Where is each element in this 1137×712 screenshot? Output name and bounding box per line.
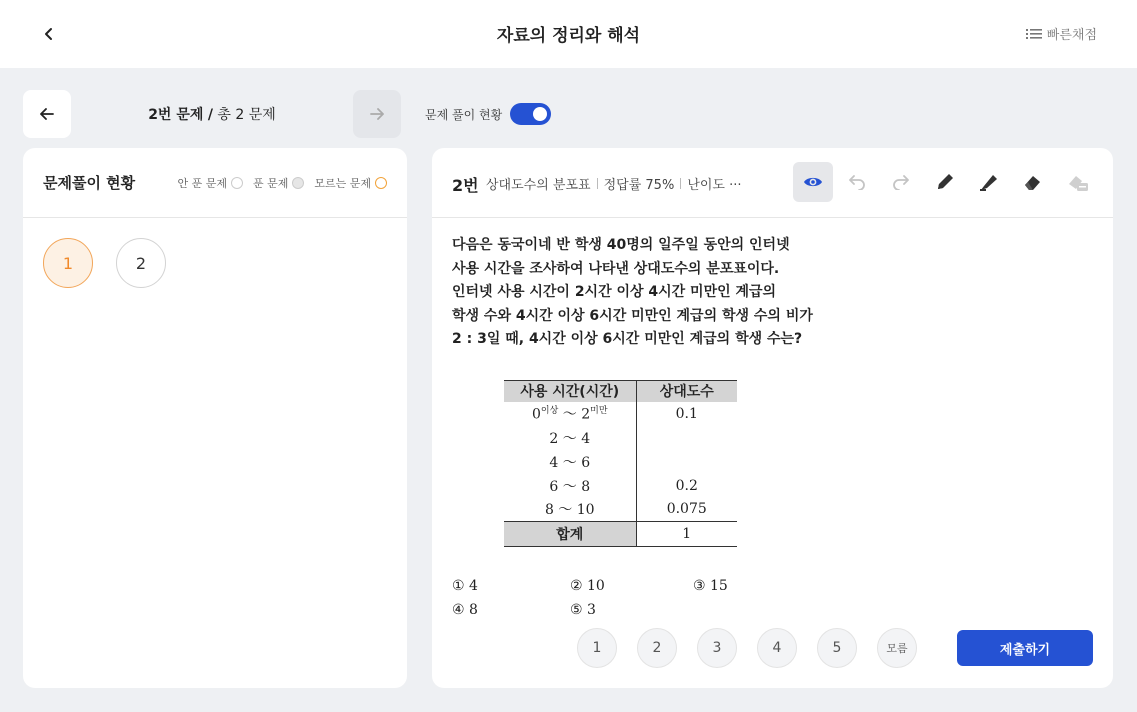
table-header: 상대도수 xyxy=(636,381,737,402)
current-question: 2번 문제 xyxy=(148,107,204,123)
table-cell: 0.075 xyxy=(666,501,707,518)
highlighter-icon xyxy=(979,172,999,192)
submit-button[interactable]: 제출하기 xyxy=(957,630,1093,666)
table-row xyxy=(504,426,737,450)
answer-button-unknown[interactable]: 모름 xyxy=(877,628,917,668)
answer-button-4[interactable]: 4 xyxy=(757,628,797,668)
table-cell: 1 xyxy=(636,522,737,547)
unknown-dot-icon xyxy=(375,177,387,189)
clear-all-icon xyxy=(1065,172,1089,192)
eye-icon xyxy=(803,175,823,189)
answer-button-5[interactable]: 5 xyxy=(817,628,857,668)
choice-item: ② 10 xyxy=(570,578,605,594)
arrow-right-icon xyxy=(370,108,384,120)
status-toggle[interactable] xyxy=(510,103,551,125)
question-meta xyxy=(486,174,742,193)
view-toggle-button[interactable] xyxy=(793,162,833,202)
choice-item: ⑤ 3 xyxy=(570,602,596,618)
table-row xyxy=(504,474,737,498)
legend-unsolved-label: 안 푼 문제 xyxy=(177,176,227,190)
eraser-button[interactable] xyxy=(1013,162,1053,202)
legend-solved xyxy=(253,175,304,191)
question-line: 사용 시간을 조사하여 나타낸 상대도수의 분포표이다. xyxy=(452,260,780,277)
meta-divider xyxy=(680,178,681,189)
table-cell: 0.2 xyxy=(675,477,698,494)
pen-button[interactable] xyxy=(925,162,965,202)
top-bar xyxy=(0,0,1137,68)
undo-icon xyxy=(848,174,866,190)
question-item-2[interactable]: 2 xyxy=(116,238,166,288)
question-counter xyxy=(71,104,353,124)
question-header xyxy=(432,148,1113,218)
question-panel xyxy=(432,148,1113,688)
question-list xyxy=(23,218,407,308)
drawing-toolbar xyxy=(793,162,1097,202)
question-topic: 상대도수의 분포표 xyxy=(486,178,591,193)
legend-unknown xyxy=(314,175,387,191)
frequency-table xyxy=(504,380,737,547)
unsolved-dot-icon xyxy=(231,177,243,189)
eraser-icon xyxy=(1023,173,1043,191)
table-row xyxy=(504,498,737,522)
answer-button-3[interactable]: 3 xyxy=(697,628,737,668)
table-cell: 6 ～ 8 xyxy=(504,474,636,498)
undo-button[interactable] xyxy=(837,162,877,202)
prev-question-button[interactable] xyxy=(23,90,71,138)
highlighter-button[interactable] xyxy=(969,162,1009,202)
table-header: 사용 시간(시간) xyxy=(504,381,636,402)
toggle-knob xyxy=(533,107,547,121)
choice-item: ① 4 xyxy=(452,578,478,594)
legend-solved-label: 푼 문제 xyxy=(252,176,289,190)
list-icon xyxy=(1026,28,1042,40)
table-cell xyxy=(636,450,737,474)
progress-panel xyxy=(23,148,407,688)
total-questions: 총 2 문제 xyxy=(217,107,276,123)
answer-selector xyxy=(577,628,917,668)
arrow-left-icon xyxy=(40,108,54,120)
status-legend xyxy=(177,175,387,191)
question-line: 2 : 3일 때, 4시간 이상 6시간 미만인 계급의 학생 수는? xyxy=(452,331,803,347)
question-item-1[interactable]: 1 xyxy=(43,238,93,288)
table-cell: 합계 xyxy=(504,522,636,547)
question-text xyxy=(452,234,813,352)
legend-unsolved xyxy=(177,175,243,191)
question-number: 2번 xyxy=(452,176,479,195)
question-line: 다음은 동국이네 반 학생 40명의 일주일 동안의 인터넷 xyxy=(452,237,790,253)
redo-button[interactable] xyxy=(881,162,921,202)
pen-icon xyxy=(935,172,955,192)
table-cell: $0^{이상}$ ～ $2^{미만}$ xyxy=(504,402,636,426)
status-toggle-group xyxy=(425,103,551,125)
table-row xyxy=(504,402,737,426)
redo-icon xyxy=(892,174,910,190)
question-line: 학생 수와 4시간 이상 6시간 미만인 계급의 학생 수의 비가 xyxy=(452,307,813,324)
table-cell: 0.1 xyxy=(675,405,698,422)
counter-separator: / xyxy=(207,107,213,123)
question-difficulty: 난이도 ··· xyxy=(687,178,742,193)
table-header-row xyxy=(504,381,737,402)
question-line: 인터넷 사용 시간이 2시간 이상 4시간 미만인 계급의 xyxy=(452,284,777,300)
choice-item: ④ 8 xyxy=(452,602,478,618)
answer-button-2[interactable]: 2 xyxy=(637,628,677,668)
clear-all-button[interactable] xyxy=(1057,162,1097,202)
status-toggle-label: 문제 풀이 현황 xyxy=(425,107,503,122)
table-cell: 2 ～ 4 xyxy=(504,426,636,450)
question-accuracy: 정답률 75% xyxy=(603,178,675,193)
progress-panel-header xyxy=(23,148,407,218)
quick-grade-button[interactable] xyxy=(1026,24,1097,43)
table-cell: 4 ～ 6 xyxy=(504,450,636,474)
next-question-button[interactable] xyxy=(353,90,401,138)
legend-unknown-label: 모르는 문제 xyxy=(314,176,371,190)
table-cell: 8 ～ 10 xyxy=(504,498,636,522)
quick-grade-label: 빠른채점 xyxy=(1046,28,1097,43)
choice-item: ③ 15 xyxy=(693,578,728,594)
meta-divider xyxy=(597,178,598,189)
table-sum-row xyxy=(504,522,737,547)
table-row xyxy=(504,450,737,474)
table-cell xyxy=(636,426,737,450)
page-title: 자료의 정리와 해석 xyxy=(496,26,641,46)
progress-panel-title: 문제풀이 현황 xyxy=(43,174,136,192)
solved-dot-icon xyxy=(292,177,304,189)
answer-button-1[interactable]: 1 xyxy=(577,628,617,668)
